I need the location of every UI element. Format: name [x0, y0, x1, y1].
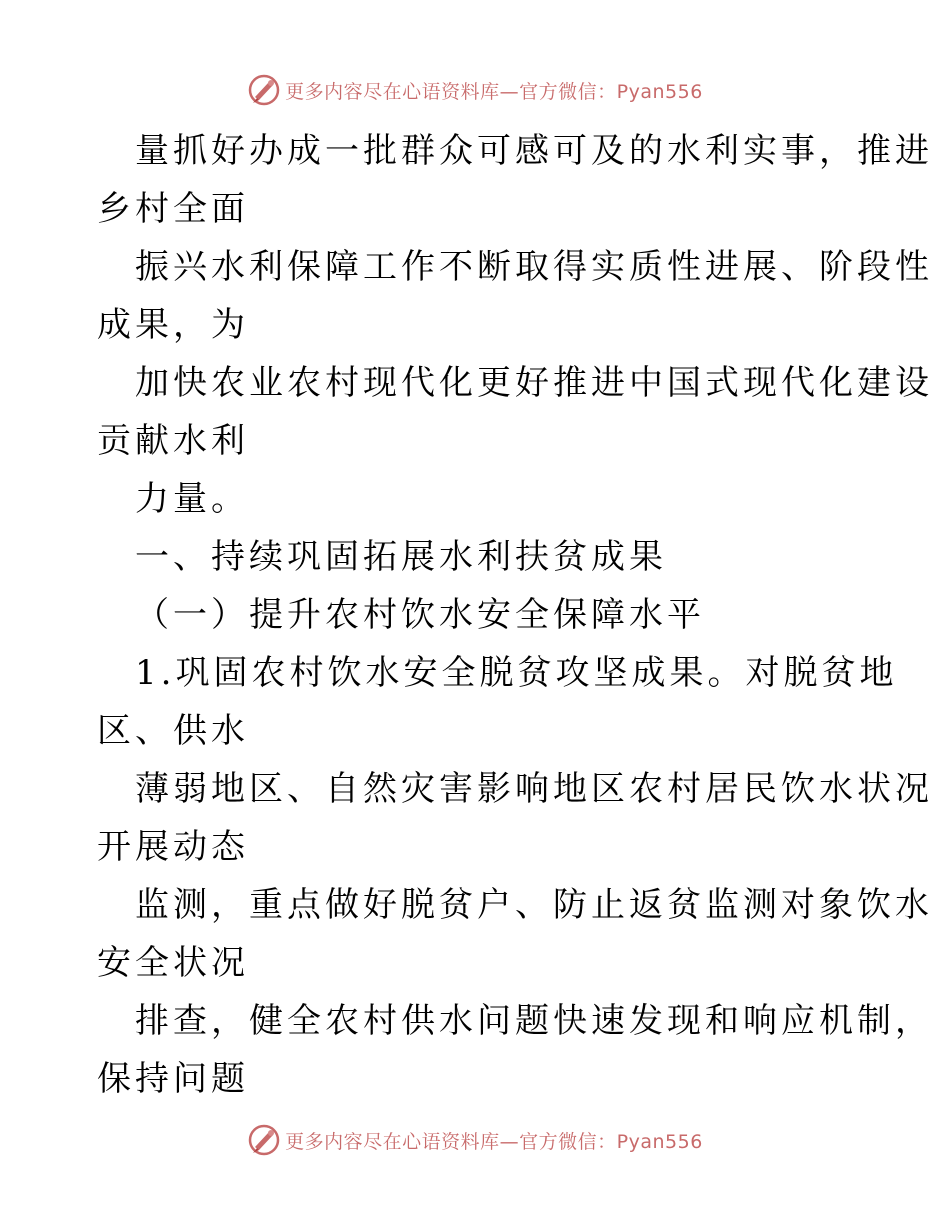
text-line: 监测，重点做好脱贫户、防止返贫监测对象饮水 — [135, 885, 933, 925]
text-line: 保持问题 — [97, 1059, 249, 1099]
text-line: 贡献水利 — [97, 421, 249, 461]
text-line: 区、供水 — [97, 711, 249, 751]
watermark-text: 更多内容尽在心语资料库—官方微信：Pyan556 — [285, 80, 703, 103]
text-line: 成果，为 — [97, 305, 249, 345]
text-line: 开展动态 — [97, 827, 249, 867]
text-line: 力量。 — [135, 479, 249, 519]
text-line: 乡村全面 — [97, 189, 249, 229]
text-line: 振兴水利保障工作不断取得实质性进展、阶段性 — [135, 247, 933, 287]
text-line: （一）提升农村饮水安全保障水平 — [135, 595, 705, 635]
footer-watermark — [0, 1120, 950, 1160]
text-line: 一、持续巩固拓展水利扶贫成果 — [135, 537, 667, 577]
document-body — [97, 122, 933, 1108]
text-line: 加快农业农村现代化更好推进中国式现代化建设 — [135, 363, 933, 403]
text-line: 薄弱地区、自然灾害影响地区农村居民饮水状况 — [135, 769, 933, 809]
text-line: 排查，健全农村供水问题快速发现和响应机制， — [135, 1001, 933, 1041]
flame-pen-logo-icon — [247, 73, 281, 107]
header-watermark — [0, 70, 950, 110]
watermark-text: 更多内容尽在心语资料库—官方微信：Pyan556 — [285, 1130, 703, 1153]
text-line: 1.巩固农村饮水安全脱贫攻坚成果。对脱贫地 — [135, 653, 898, 693]
text-line: 量抓好办成一批群众可感可及的水利实事，推进 — [135, 131, 933, 171]
text-line: 安全状况 — [97, 943, 249, 983]
flame-pen-logo-icon — [247, 1123, 281, 1157]
